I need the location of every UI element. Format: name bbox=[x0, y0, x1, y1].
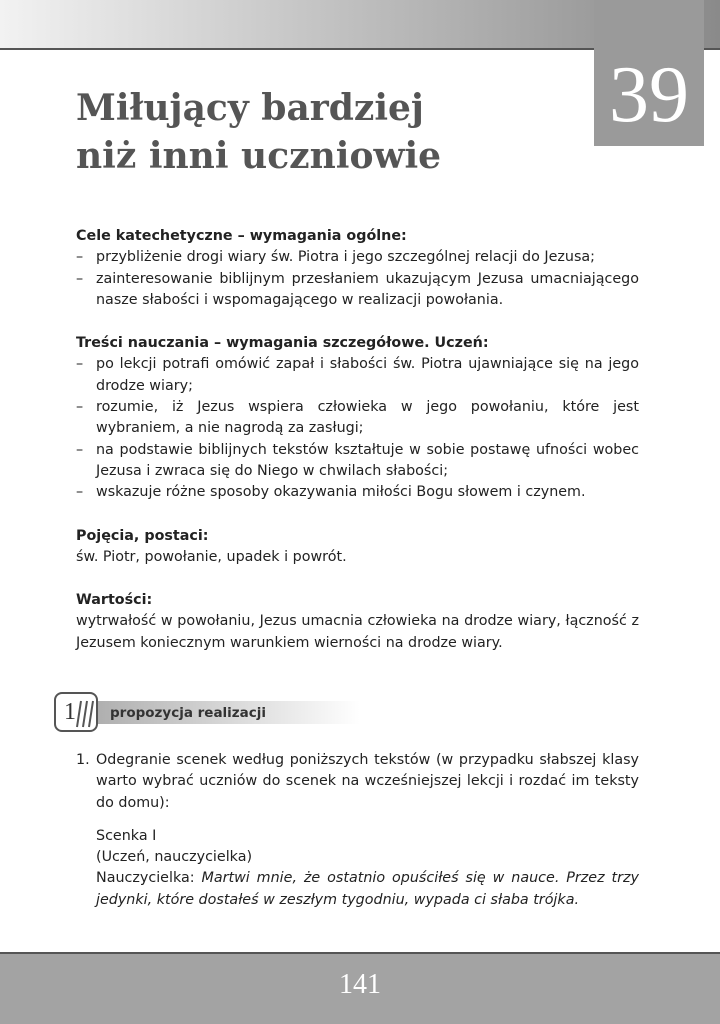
content-heading: Treści nauczania – wymagania szczegółowe. Uczeń: bbox=[76, 335, 489, 352]
concepts-text: św. Piotr, powołanie, upadek i powrót. bbox=[76, 548, 347, 565]
chapter-number-box bbox=[594, 0, 704, 146]
concepts-heading: Pojęcia, postaci: bbox=[76, 527, 209, 544]
scene-roles: (Uczeń, nauczycielka) bbox=[96, 849, 253, 866]
content-item-2: – rozumie, iż Jezus wspiera człowieka w jego powołaniu, które jest wybraniem, a nie nagrodą za zasługi; bbox=[76, 397, 639, 440]
title-line-2: niż inni uczniowie bbox=[76, 135, 442, 177]
content-item-1: – po lekcji potrafi omówić zapał i słabości św. Piotra ujawniające się na jego drodze wiary; bbox=[76, 354, 639, 397]
banner-number: 1 bbox=[64, 699, 76, 725]
procedure-item-1 bbox=[76, 750, 639, 814]
procedure bbox=[76, 750, 639, 911]
scene-1 bbox=[76, 826, 639, 911]
procedure-item-text: Odegranie scenek według poniższych tekstów (w przypadku słabszej klasy warto wybrać uczniów do scenek na wcześniejszej lekcji i rozdać im teksty do domu): bbox=[96, 752, 639, 811]
content-item-4: – wskazuje różne sposoby okazywania miłości Bogu słowem i czynem. bbox=[76, 482, 639, 503]
scene-title: Scenka I bbox=[96, 827, 157, 844]
realization-banner bbox=[54, 692, 360, 732]
banner-label: propozycja realizacji bbox=[110, 705, 267, 721]
goals-item-2: – zainteresowanie biblijnym przesłaniem ukazującym Jezusa umacniającego nasze słabości i wspomagającego w realizacji powołania. bbox=[76, 269, 639, 312]
footer-band bbox=[0, 954, 720, 1024]
procedure-item-number: 1. bbox=[76, 752, 90, 768]
values-heading: Wartości: bbox=[76, 592, 153, 609]
title-line-1: Miłujący bardziej bbox=[76, 87, 424, 129]
goals-list bbox=[76, 247, 639, 311]
page-number: 141 bbox=[339, 969, 381, 1000]
scene-speech: Martwi mnie, że ostatnio opuściłeś się w nauce. Przez trzy jedynki, które dostałeś w zeszłym tygodniu, wypada ci słaba trójka. bbox=[96, 870, 639, 908]
content-list bbox=[76, 354, 639, 503]
book-pages-icon bbox=[76, 699, 96, 729]
content-item-3: – na podstawie biblijnych tekstów kształtuje w sobie postawę ufności wobec Jezusa i zwraca się do Niego w chwilach słabości; bbox=[76, 440, 639, 483]
book-number-icon bbox=[54, 692, 98, 732]
goals-heading: Cele katechetyczne – wymagania ogólne: bbox=[76, 228, 407, 244]
scene-speaker: Nauczycielka: bbox=[96, 870, 195, 887]
scene-dialogue bbox=[96, 868, 639, 911]
page-title bbox=[76, 84, 576, 180]
chapter-number: 39 bbox=[609, 51, 689, 139]
goals-item-1: – przybliżenie drogi wiary św. Piotra i jego szczególnej relacji do Jezusa; bbox=[76, 247, 639, 268]
values-text: wytrwałość w powołaniu, Jezus umacnia człowieka na drodze wiary, łączność z Jezusem koniecznym warunkiem wierności na drodze wiary. bbox=[76, 613, 639, 651]
lesson-content bbox=[76, 226, 639, 654]
